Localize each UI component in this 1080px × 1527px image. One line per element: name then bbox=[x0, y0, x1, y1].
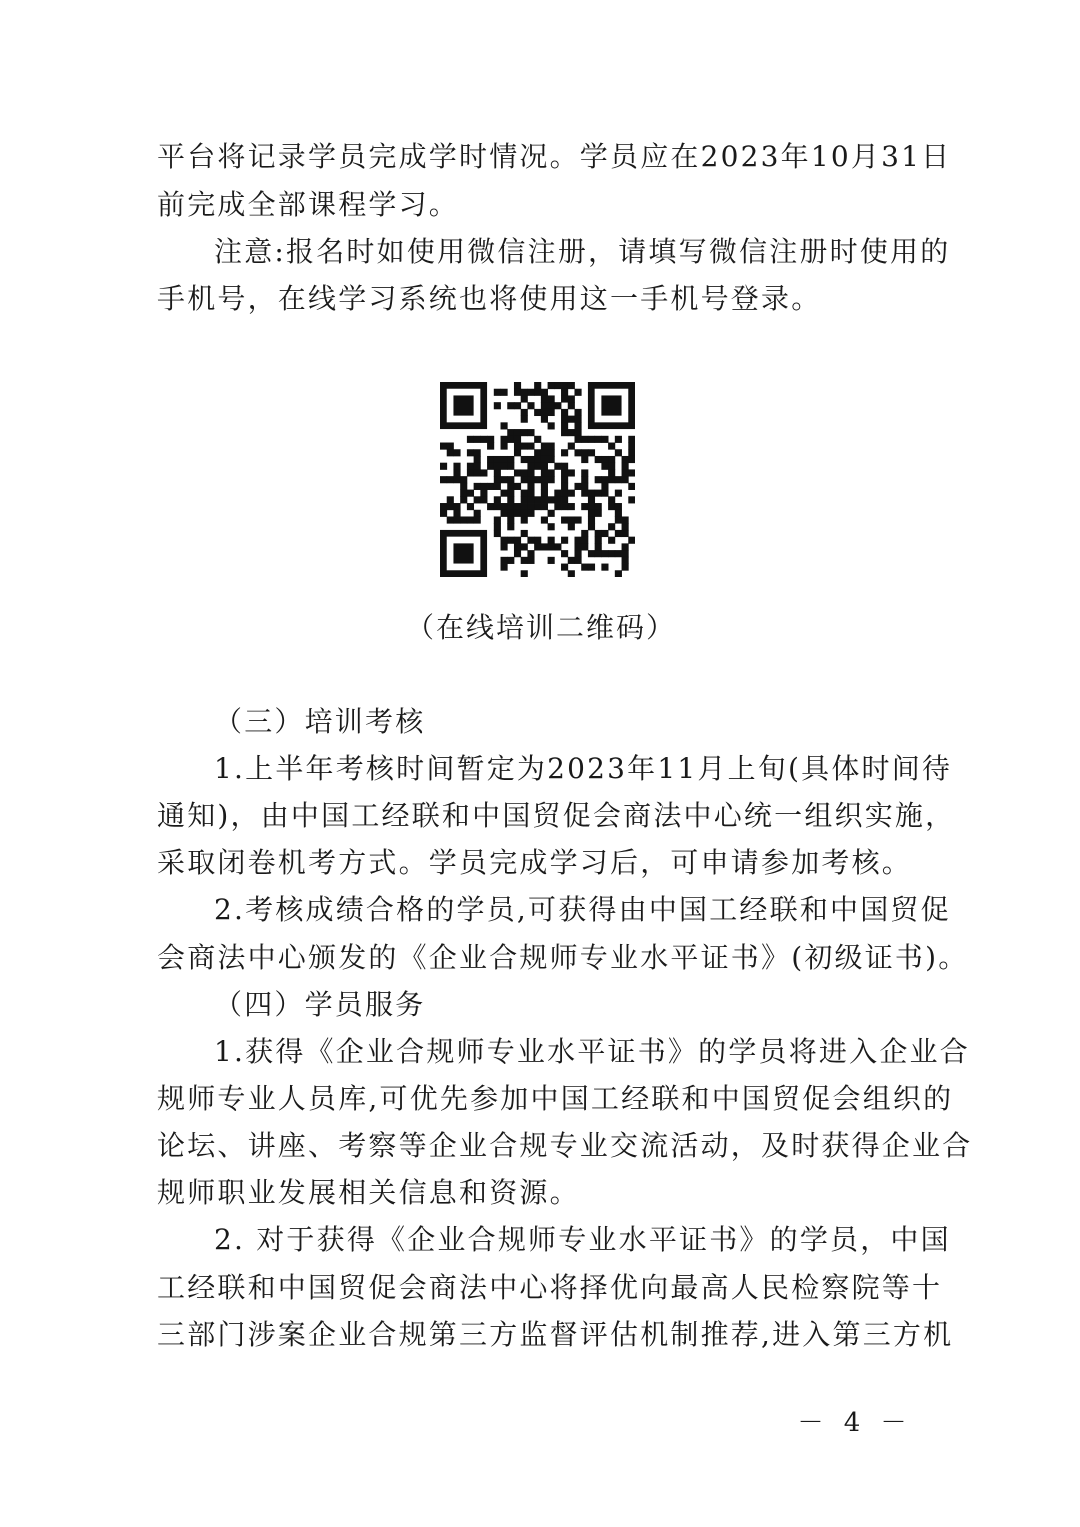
body-line: 1.上半年考核时间暂定为2023年11月上旬(具体时间待 bbox=[214, 752, 953, 785]
body-line: 采取闭卷机考方式。学员完成学习后，可申请参加考核。 bbox=[157, 846, 913, 879]
body-line: 手机号，在线学习系统也将使用这一手机号登录。 bbox=[157, 282, 822, 315]
section-heading: （四）学员服务 bbox=[214, 988, 426, 1021]
page-number: － 4 － bbox=[797, 1408, 913, 1438]
body-line: 2. 对于获得《企业合规师专业水平证书》的学员，中国 bbox=[214, 1223, 951, 1256]
body-line: 工经联和中国贸促会商法中心将择优向最高人民检察院等十 bbox=[157, 1271, 943, 1304]
body-line: 注意:报名时如使用微信注册，请填写微信注册时使用的 bbox=[214, 235, 951, 268]
body-line: 论坛、讲座、考察等企业合规专业交流活动，及时获得企业合 bbox=[157, 1129, 973, 1162]
body-line: 2.考核成绩合格的学员,可获得由中国工经联和中国贸促 bbox=[214, 893, 951, 926]
qr-code bbox=[440, 382, 635, 577]
body-line: 1.获得《企业合规师专业水平证书》的学员将进入企业合 bbox=[214, 1035, 970, 1068]
body-line: 前完成全部课程学习。 bbox=[157, 188, 460, 221]
body-line: 会商法中心颁发的《企业合规师专业水平证书》(初级证书)。 bbox=[157, 941, 969, 974]
body-line: 通知)，由中国工经联和中国贸促会商法中心统一组织实施， bbox=[157, 799, 956, 832]
body-line: 三部门涉案企业合规第三方监督评估机制推荐,进入第三方机 bbox=[157, 1318, 954, 1351]
qr-caption: （在线培训二维码） bbox=[405, 611, 676, 644]
body-line: 平台将记录学员完成学时情况。学员应在2023年10月31日 bbox=[157, 140, 952, 173]
section-heading: （三）培训考核 bbox=[214, 705, 426, 738]
body-line: 规师专业人员库,可优先参加中国工经联和中国贸促会组织的 bbox=[157, 1082, 954, 1115]
qr-code-image bbox=[440, 382, 635, 577]
body-line: 规师职业发展相关信息和资源。 bbox=[157, 1176, 580, 1209]
